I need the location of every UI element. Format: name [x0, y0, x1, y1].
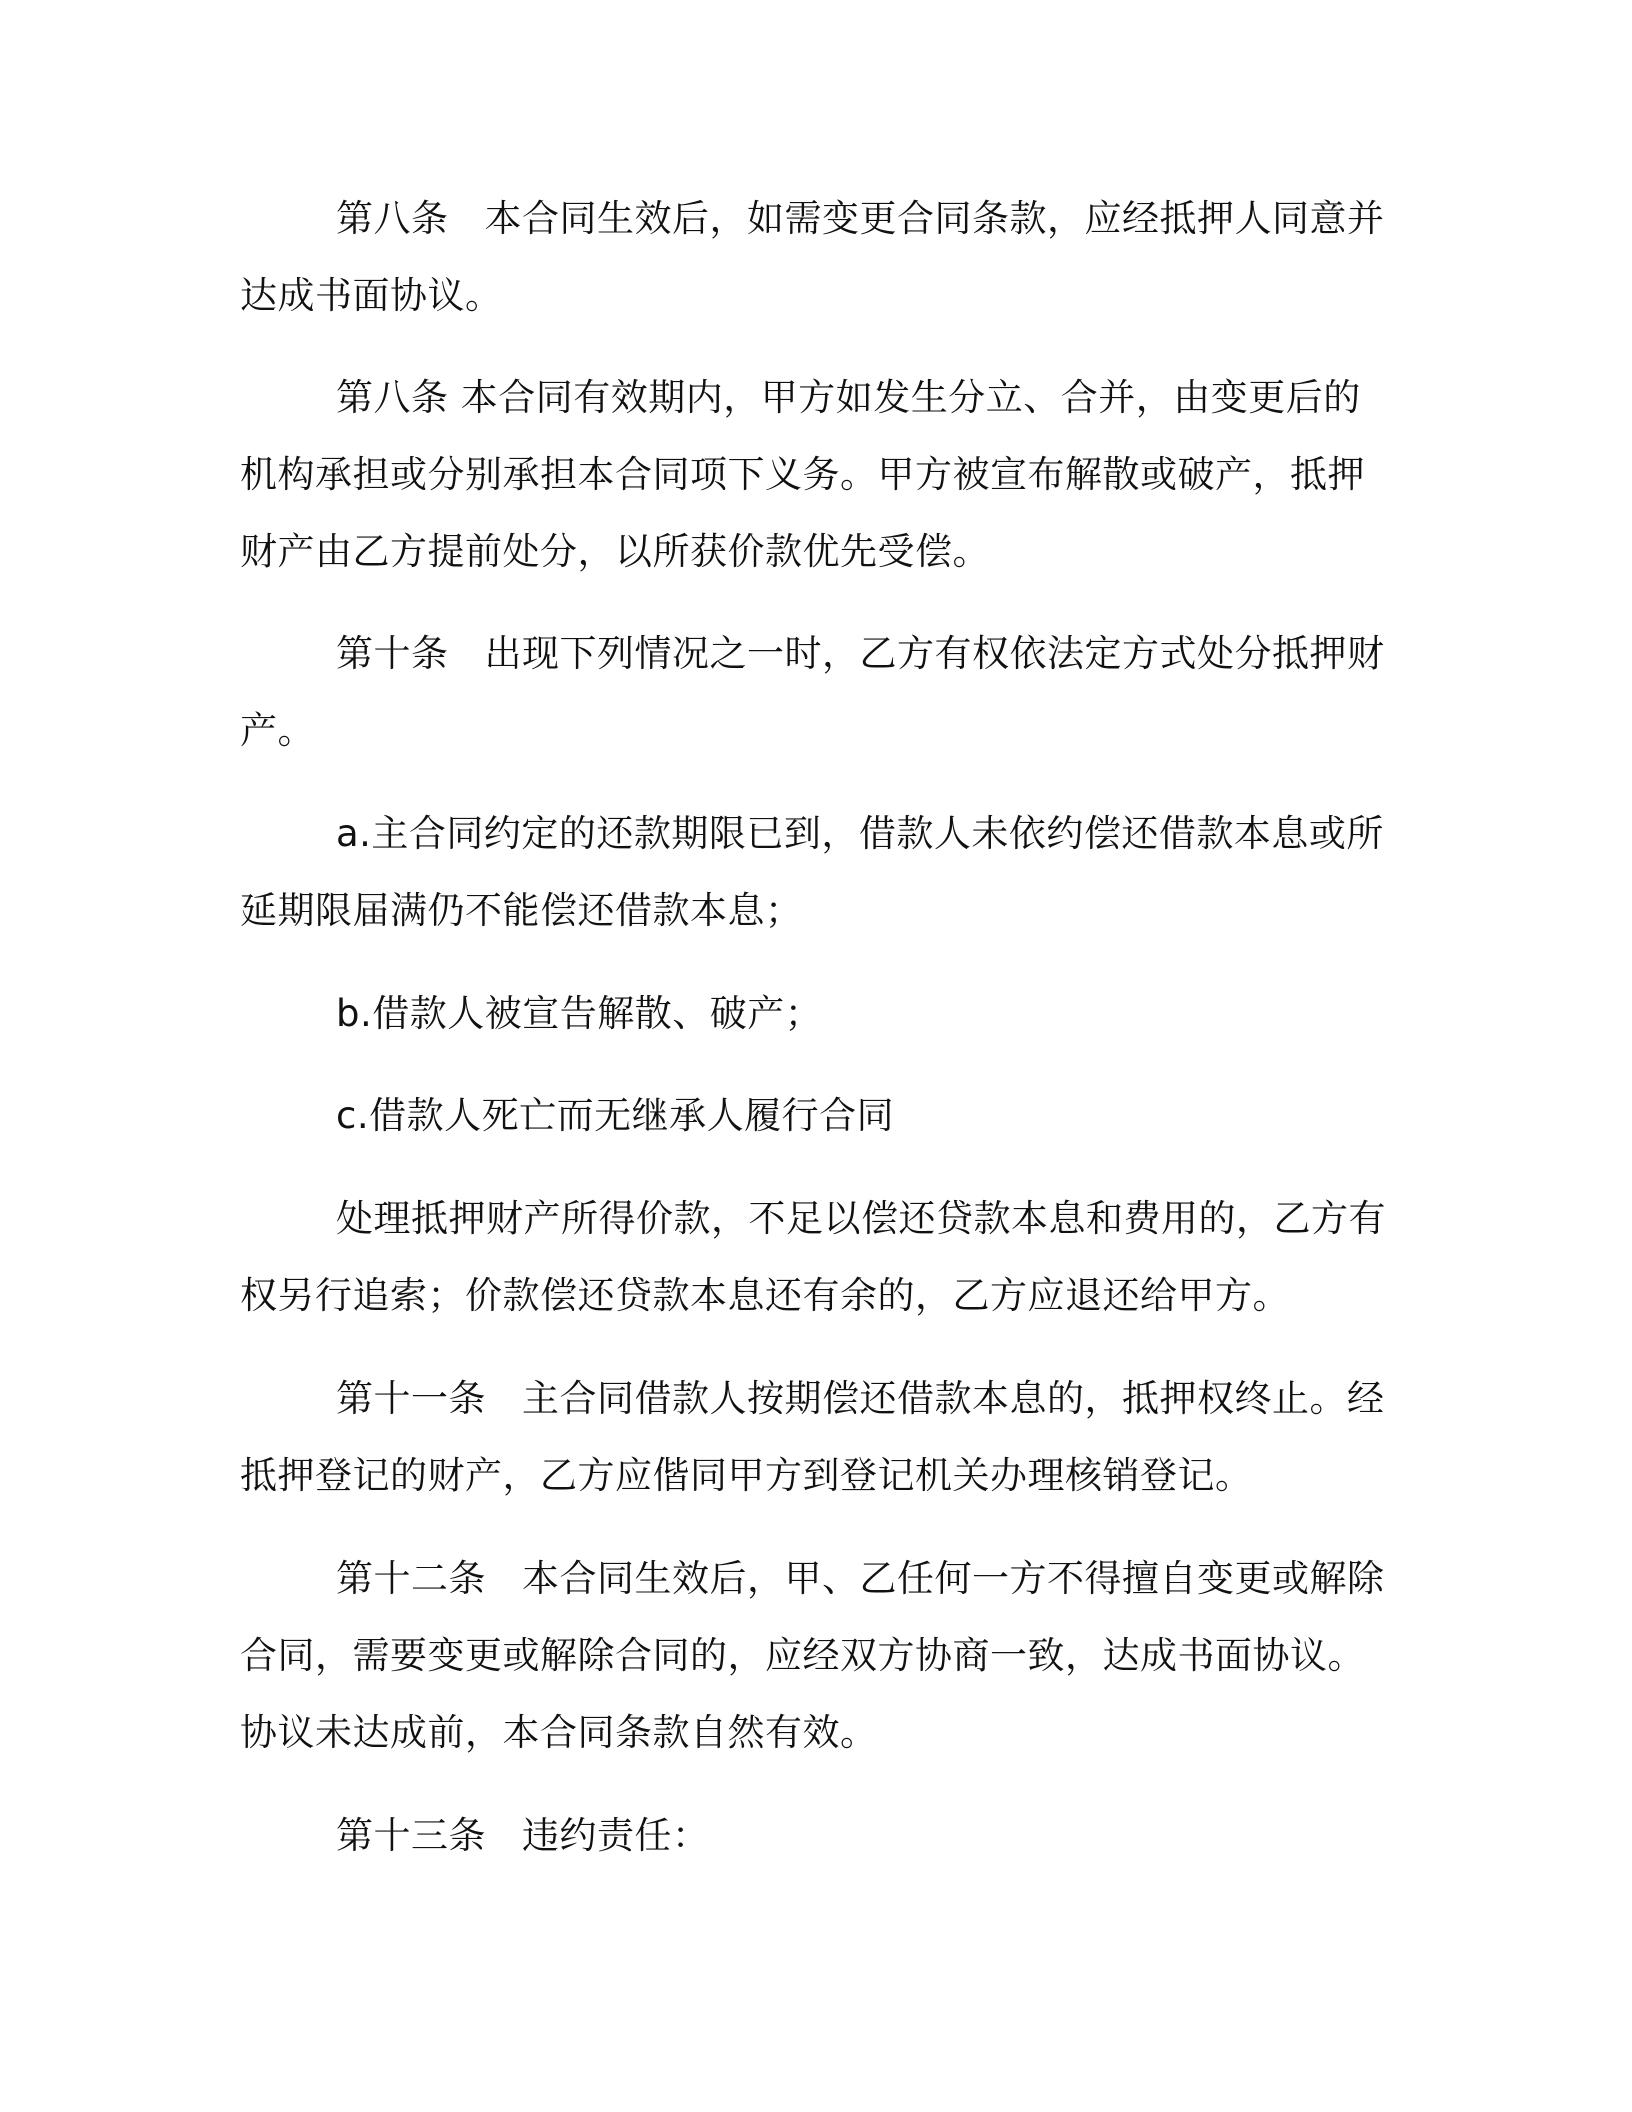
paragraph	[240, 1540, 1390, 1771]
paragraph-text: 处理抵押财产所得价款，不足以偿还贷款本息和费用的，乙方有权另行追索；价款偿还贷款本息还有余的，乙方应退还给甲方。	[240, 1197, 1386, 1317]
paragraph-text: 本合同有效期内，甲方如发生分立、合并，由变更后的机构承担或分别承担本合同项下义务。甲方被宣布解散或破产，抵押财产由乙方提前处分，以所获价款优先受偿。	[240, 376, 1365, 573]
paragraph-text: 违约责任：	[522, 1814, 710, 1857]
article-label: 第八条	[336, 197, 449, 240]
paragraph-text: c.借款人死亡而无继承人履行合同	[336, 1094, 895, 1137]
paragraph-article-13	[240, 1797, 1390, 1874]
paragraph-text: b.借款人被宣告解散、破产；	[336, 992, 823, 1035]
paragraph-text: 出现下列情况之一时，乙方有权依法定方式处分抵押财产。	[240, 632, 1385, 752]
paragraph-text: 本合同生效后，如需变更合同条款，应经抵押人同意并达成书面协议。	[240, 197, 1385, 317]
paragraph-article-8a	[240, 180, 1390, 334]
paragraph	[240, 180, 1390, 334]
paragraph	[240, 975, 1390, 1052]
paragraph-item-a	[240, 795, 1390, 949]
paragraph-article-12	[240, 1540, 1390, 1771]
article-label: 第八条	[336, 376, 461, 419]
paragraph	[240, 1077, 1390, 1154]
paragraph-item-c	[240, 1077, 1390, 1154]
paragraph-item-b	[240, 975, 1390, 1052]
article-label: 第十条	[336, 632, 449, 675]
article-label: 第十一条	[336, 1377, 486, 1420]
paragraph	[240, 795, 1390, 949]
paragraph-article-10	[240, 615, 1390, 769]
paragraph-article-11	[240, 1360, 1390, 1514]
paragraph-text: 主合同借款人按期偿还借款本息的，抵押权终止。经抵押登记的财产，乙方应偕同甲方到登记机关办理核销登记。	[240, 1377, 1385, 1497]
article-label: 第十三条	[336, 1814, 486, 1857]
paragraph	[240, 1180, 1390, 1334]
paragraph-disposal	[240, 1180, 1390, 1334]
paragraph	[240, 1797, 1390, 1874]
paragraph	[240, 359, 1390, 590]
paragraph-text: 本合同生效后，甲、乙任何一方不得擅自变更或解除合同，需要变更或解除合同的，应经双方协商一致，达成书面协议。协议未达成前，本合同条款自然有效。	[240, 1557, 1385, 1754]
paragraph-text: a.主合同约定的还款期限已到，借款人未依约偿还借款本息或所延期限届满仍不能偿还借款本息；	[240, 812, 1384, 932]
paragraph	[240, 1360, 1390, 1514]
paragraph-article-8b	[240, 359, 1390, 590]
article-label: 第十二条	[336, 1557, 486, 1600]
paragraph	[240, 615, 1390, 769]
